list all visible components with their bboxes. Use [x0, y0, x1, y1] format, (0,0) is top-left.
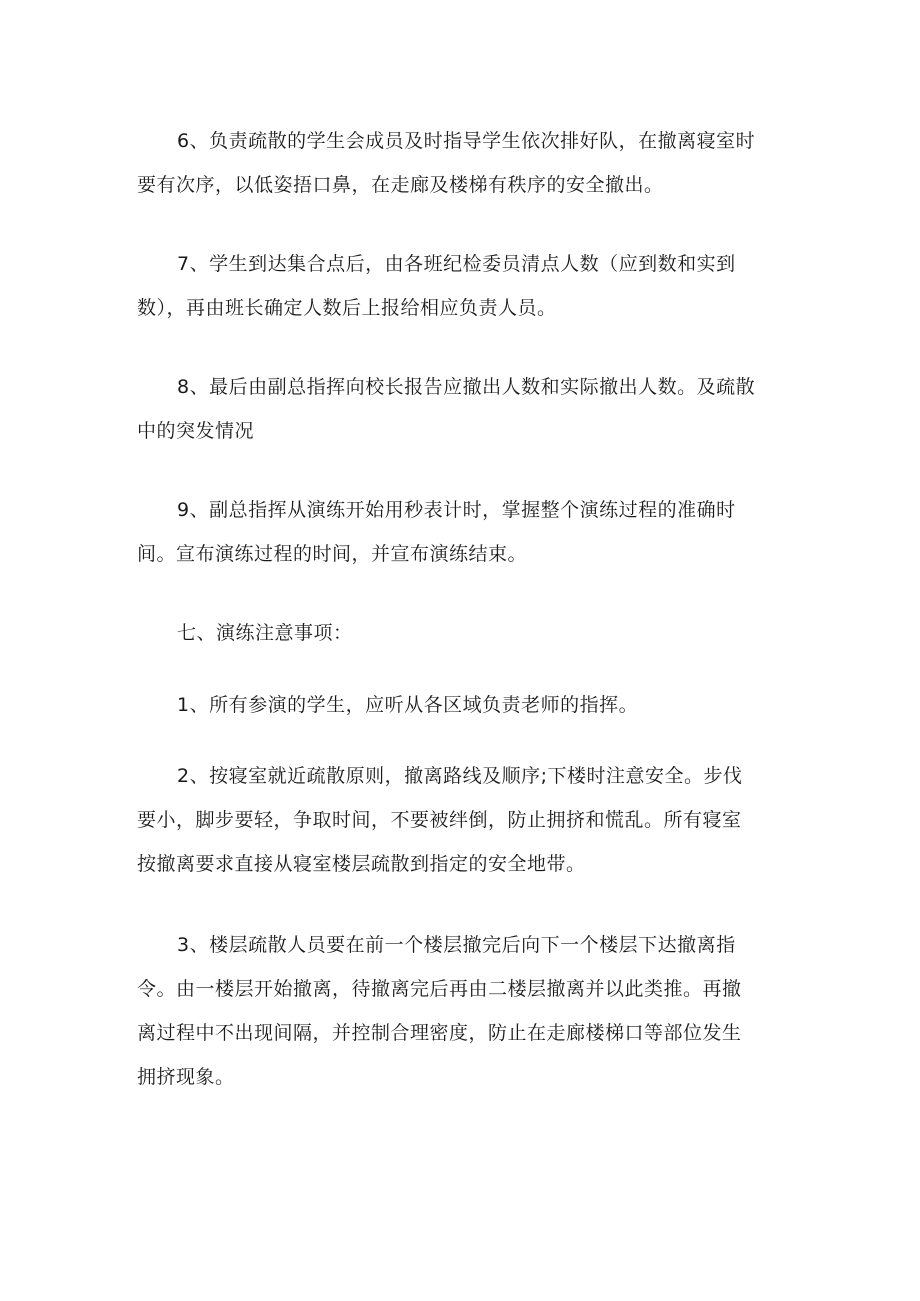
paragraph-line: 要小，脚步要轻，争取时间，不要被绊倒，防止拥挤和慌乱。所有寝室: [137, 809, 742, 831]
notice-item-1: [137, 683, 787, 727]
paragraph-line: 3、楼层疏散人员要在前一个楼层撤完后向下一个楼层下达撤离指: [177, 934, 736, 956]
paragraph-line: 7、学生到达集合点后，由各班纪检委员清点人数（应到数和实到: [177, 253, 736, 275]
paragraph-line: 间。宣布演练过程的时间，并宣布演练结束。: [137, 543, 528, 565]
paragraph-line: 要有次序，以低姿捂口鼻，在走廊及楼梯有秩序的安全撤出。: [137, 174, 664, 196]
paragraph-line: 离过程中不出现间隔，并控制合理密度，防止在走廊楼梯口等部位发生: [137, 1022, 742, 1044]
paragraph-line: 6、负责疏散的学生会成员及时指导学生依次排好队，在撤离寝室时: [177, 130, 756, 152]
paragraph-line: 2、按寝室就近疏散原则，撤离路线及顺序;下楼时注意安全。步伐: [177, 765, 743, 787]
section-heading-text: 七、演练注意事项：: [177, 622, 353, 644]
paragraph-line: 9、副总指挥从演练开始用秒表计时，掌握整个演练过程的准确时: [177, 499, 736, 521]
paragraph-line: 中的突发情况: [137, 420, 255, 442]
paragraph-line: 数），再由班长确定人数后上报给相应负责人员。: [137, 297, 557, 319]
section-heading-7: [137, 611, 787, 655]
paragraph-line: 令。由一楼层开始撤离，待撤离完后再由二楼层撤离并以此类推。再撤: [137, 978, 742, 1000]
paragraph-item-9: [137, 488, 787, 576]
paragraph-item-7: [137, 242, 787, 330]
notice-item-3: [137, 923, 787, 1099]
paragraph-item-6: [137, 119, 787, 207]
paragraph-line: 1、所有参演的学生，应听从各区域负责老师的指挥。: [177, 694, 639, 716]
notice-item-2: [137, 754, 787, 886]
paragraph-line: 按撤离要求直接从寝室楼层疏散到指定的安全地带。: [137, 853, 586, 875]
paragraph-item-8: [137, 365, 787, 453]
paragraph-line: 拥挤现象。: [137, 1066, 235, 1088]
paragraph-line: 8、最后由副总指挥向校长报告应撤出人数和实际撤出人数。及疏散: [177, 376, 756, 398]
